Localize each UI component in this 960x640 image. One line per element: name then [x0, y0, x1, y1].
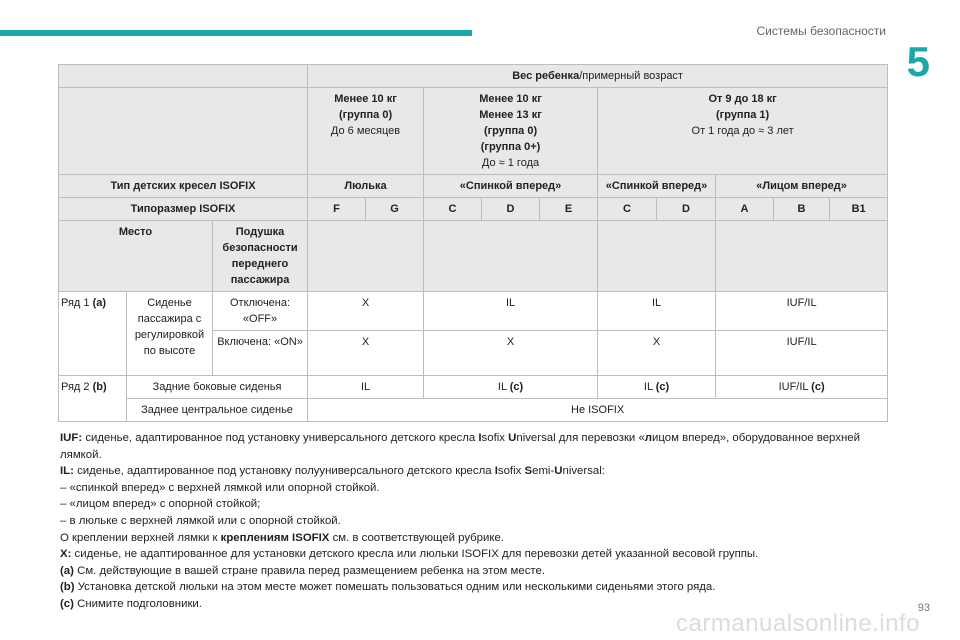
note-x: X: сиденье, не адаптированное для установки детского кресла или люльки ISOFIX для перевозки детей указанной весовой группы.	[60, 548, 759, 561]
row2-center	[59, 399, 888, 422]
size-cell: B	[774, 198, 830, 221]
section-title: Системы безопасности	[756, 24, 886, 38]
section-color-bar	[0, 30, 472, 36]
isofix-table	[58, 64, 888, 422]
group-1: От 9 до 18 кг (группа 1) От 1 года до ≈ 3 лет	[598, 88, 888, 175]
seat-types-row	[59, 175, 888, 198]
row2-center-seat: Заднее центральное сиденье	[127, 399, 308, 422]
size-cell: A	[716, 198, 774, 221]
note-a: (a) См. действующие в вашей стране правила перед размещением ребенка на этом месте.	[60, 564, 545, 577]
corner-cell	[59, 65, 308, 88]
note-b: (b) Установка детской люльки на этом месте может помешать пользоваться одним или несколькими сиденьями этого ряда.	[60, 581, 716, 594]
row2-side-seats: Задние боковые сиденья	[127, 376, 308, 399]
empty-cell	[308, 221, 424, 292]
value-cell: IL	[424, 292, 598, 331]
size-cell: E	[540, 198, 598, 221]
row2-center-value: Не ISOFIX	[308, 399, 888, 422]
note-dash-3: – в люльке с верхней лямкой или с опорной стойкой.	[60, 514, 341, 527]
size-cell: C	[598, 198, 657, 221]
row1-label: Ряд 1 (a)	[59, 292, 127, 376]
group-0-plus: Менее 10 кг Менее 13 кг (группа 0) (группа 0+) До ≈ 1 года	[424, 88, 598, 175]
seat-type-rear-facing-2: «Спинкой вперед»	[598, 175, 716, 198]
empty-cell	[598, 221, 716, 292]
value-cell: IUF/IL (c)	[716, 376, 888, 399]
place-row	[59, 221, 888, 292]
empty-cell	[424, 221, 598, 292]
note-dash-1: – «спинкой вперед» с верхней лямкой или опорной стойкой.	[60, 481, 380, 494]
size-cell: B1	[830, 198, 888, 221]
empty-cell	[59, 88, 308, 175]
chapter-number: 5	[906, 38, 930, 85]
row1-airbag-off	[59, 292, 888, 331]
value-cell: X	[308, 292, 424, 331]
seat-types-label: Тип детских кресел ISOFIX	[59, 175, 308, 198]
value-cell: IL	[598, 292, 716, 331]
note-dash-2: – «лицом вперед» с опорной стойкой;	[60, 498, 261, 511]
seat-type-rear-facing-1: «Спинкой вперед»	[424, 175, 598, 198]
value-cell: X	[308, 331, 424, 376]
value-cell: X	[424, 331, 598, 376]
size-cell: F	[308, 198, 366, 221]
value-cell: IL	[308, 376, 424, 399]
row2-label: Ряд 2 (b)	[59, 376, 127, 422]
value-cell: X	[598, 331, 716, 376]
watermark: carmanualsonline.info	[676, 610, 920, 637]
row2-side	[59, 376, 888, 399]
size-cell: C	[424, 198, 482, 221]
sizes-row	[59, 198, 888, 221]
value-cell: IUF/IL	[716, 292, 888, 331]
legend-notes	[60, 430, 890, 613]
note-iuf: IUF: сиденье, адаптированное под установку универсального детского кресла Isofix Universal для перевозки «лицом вперед», оборудованное верхней лямкой.	[60, 432, 860, 461]
weight-header-row	[59, 65, 888, 88]
value-cell: IUF/IL	[716, 331, 888, 376]
seat-type-forward-facing: «Лицом вперед»	[716, 175, 888, 198]
value-cell: IL (c)	[424, 376, 598, 399]
place-label: Место	[59, 221, 213, 292]
page-number: 93	[917, 602, 930, 614]
airbag-label: Подушка безопасности переднего пассажира	[213, 221, 308, 292]
note-fixings: О креплении верхней лямки к креплениям ISOFIX см. в соответствующей рубрике.	[60, 531, 504, 544]
note-il: IL: сиденье, адаптированное под установку полууниверсального детского кресла Isofix Semi-Universal:	[60, 465, 605, 478]
note-c: (c) Снимите подголовники.	[60, 597, 202, 610]
empty-cell	[716, 221, 888, 292]
airbag-on-label: Включена: «ON»	[213, 331, 308, 376]
value-cell: IL (c)	[598, 376, 716, 399]
row1-seat: Сиденье пассажира с регулировкой по высоте	[127, 292, 213, 376]
seat-type-carrycot: Люлька	[308, 175, 424, 198]
size-cell: D	[657, 198, 716, 221]
groups-row	[59, 88, 888, 175]
airbag-off-label: Отключена: «OFF»	[213, 292, 308, 331]
weight-header: Вес ребенка/примерный возраст	[308, 65, 888, 88]
size-cell: D	[482, 198, 540, 221]
group-0: Менее 10 кг (группа 0) До 6 месяцев	[308, 88, 424, 175]
size-cell: G	[366, 198, 424, 221]
sizes-label: Типоразмер ISOFIX	[59, 198, 308, 221]
